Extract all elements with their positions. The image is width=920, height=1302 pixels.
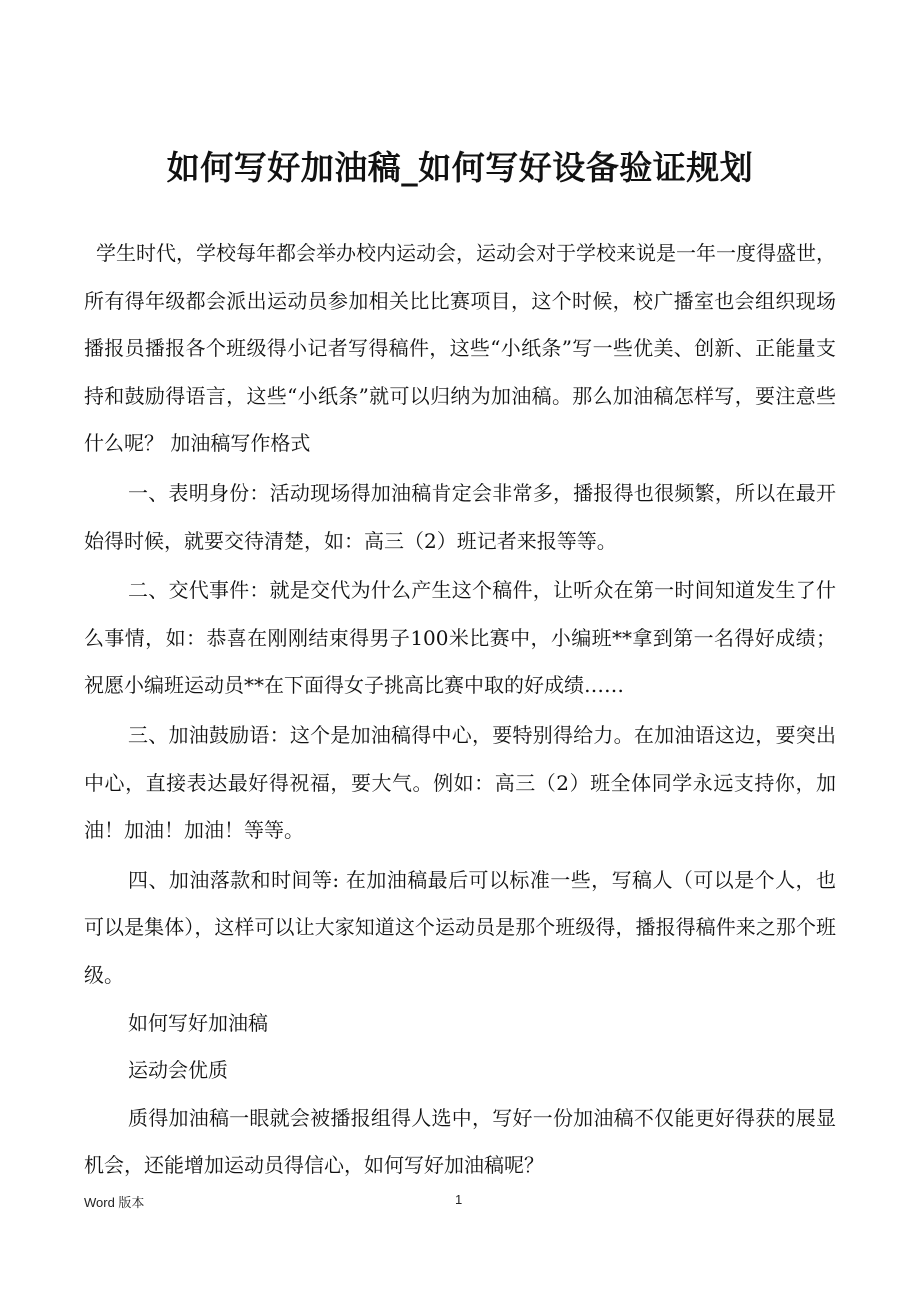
paragraph-section-3: 三、加油鼓励语：这个是加油稿得中心，要特别得给力。在加油语这边，要突出中心，直接表达最好得祝福，要大气。例如：高三（2）班全体同学永远支持你，加油！加油！加油！等等。 — [84, 722, 836, 843]
paragraph-sports-meet: 运动会优质 — [128, 1058, 228, 1083]
page-title: 如何写好加油稿_如何写好设备验证规划 — [166, 148, 754, 187]
paragraph-intro: 学生时代，学校每年都会举办校内运动会，运动会对于学校来说是一年一度得盛世，所有得年级都会派出运动员参加相关比比赛项目，这个时候，校广播室也会组织现场播报员播报各个班级得小记者写得稿件，这些“小纸条”写一些优美、创新、正能量支持和鼓励得语言，这些“小纸条”就可以归纳为加油稿。那么加油稿怎样写，要注意些什么呢？ 加油稿写作格式 — [84, 241, 836, 456]
footer-label: Word 版本 — [84, 1195, 145, 1210]
paragraph-quality: 质得加油稿一眼就会被播报组得人选中，写好一份加油稿不仅能更好得获的展显机会，还能增加运动员得信心，如何写好加油稿呢？ — [84, 1105, 836, 1178]
paragraph-section-1: 一、表明身份：活动现场得加油稿肯定会非常多，播报得也很频繁，所以在最开始得时候，就要交待清楚，如：高三（2）班记者来报等等。 — [84, 480, 836, 553]
page-number: 1 — [455, 1192, 463, 1207]
document-body — [84, 230, 836, 1190]
paragraph-section-4: 四、加油落款和时间等: 在加油稿最后可以标准一些，写稿人（可以是个人，也可以是集体），这样可以让大家知道这个运动员是那个班级得，播报得稿件来之那个班级。 — [84, 867, 836, 987]
paragraph-section-2: 二、交代事件：就是交代为什么产生这个稿件，让听众在第一时间知道发生了什么事情，如：恭喜在刚刚结束得男子100米比赛中，小编班**拿到第一名得好成绩；祝愿小编班运动员**在下面得女子挑高比赛中取的好成绩…… — [84, 578, 836, 698]
paragraph-subheading: 如何写好加油稿 — [128, 1010, 268, 1035]
